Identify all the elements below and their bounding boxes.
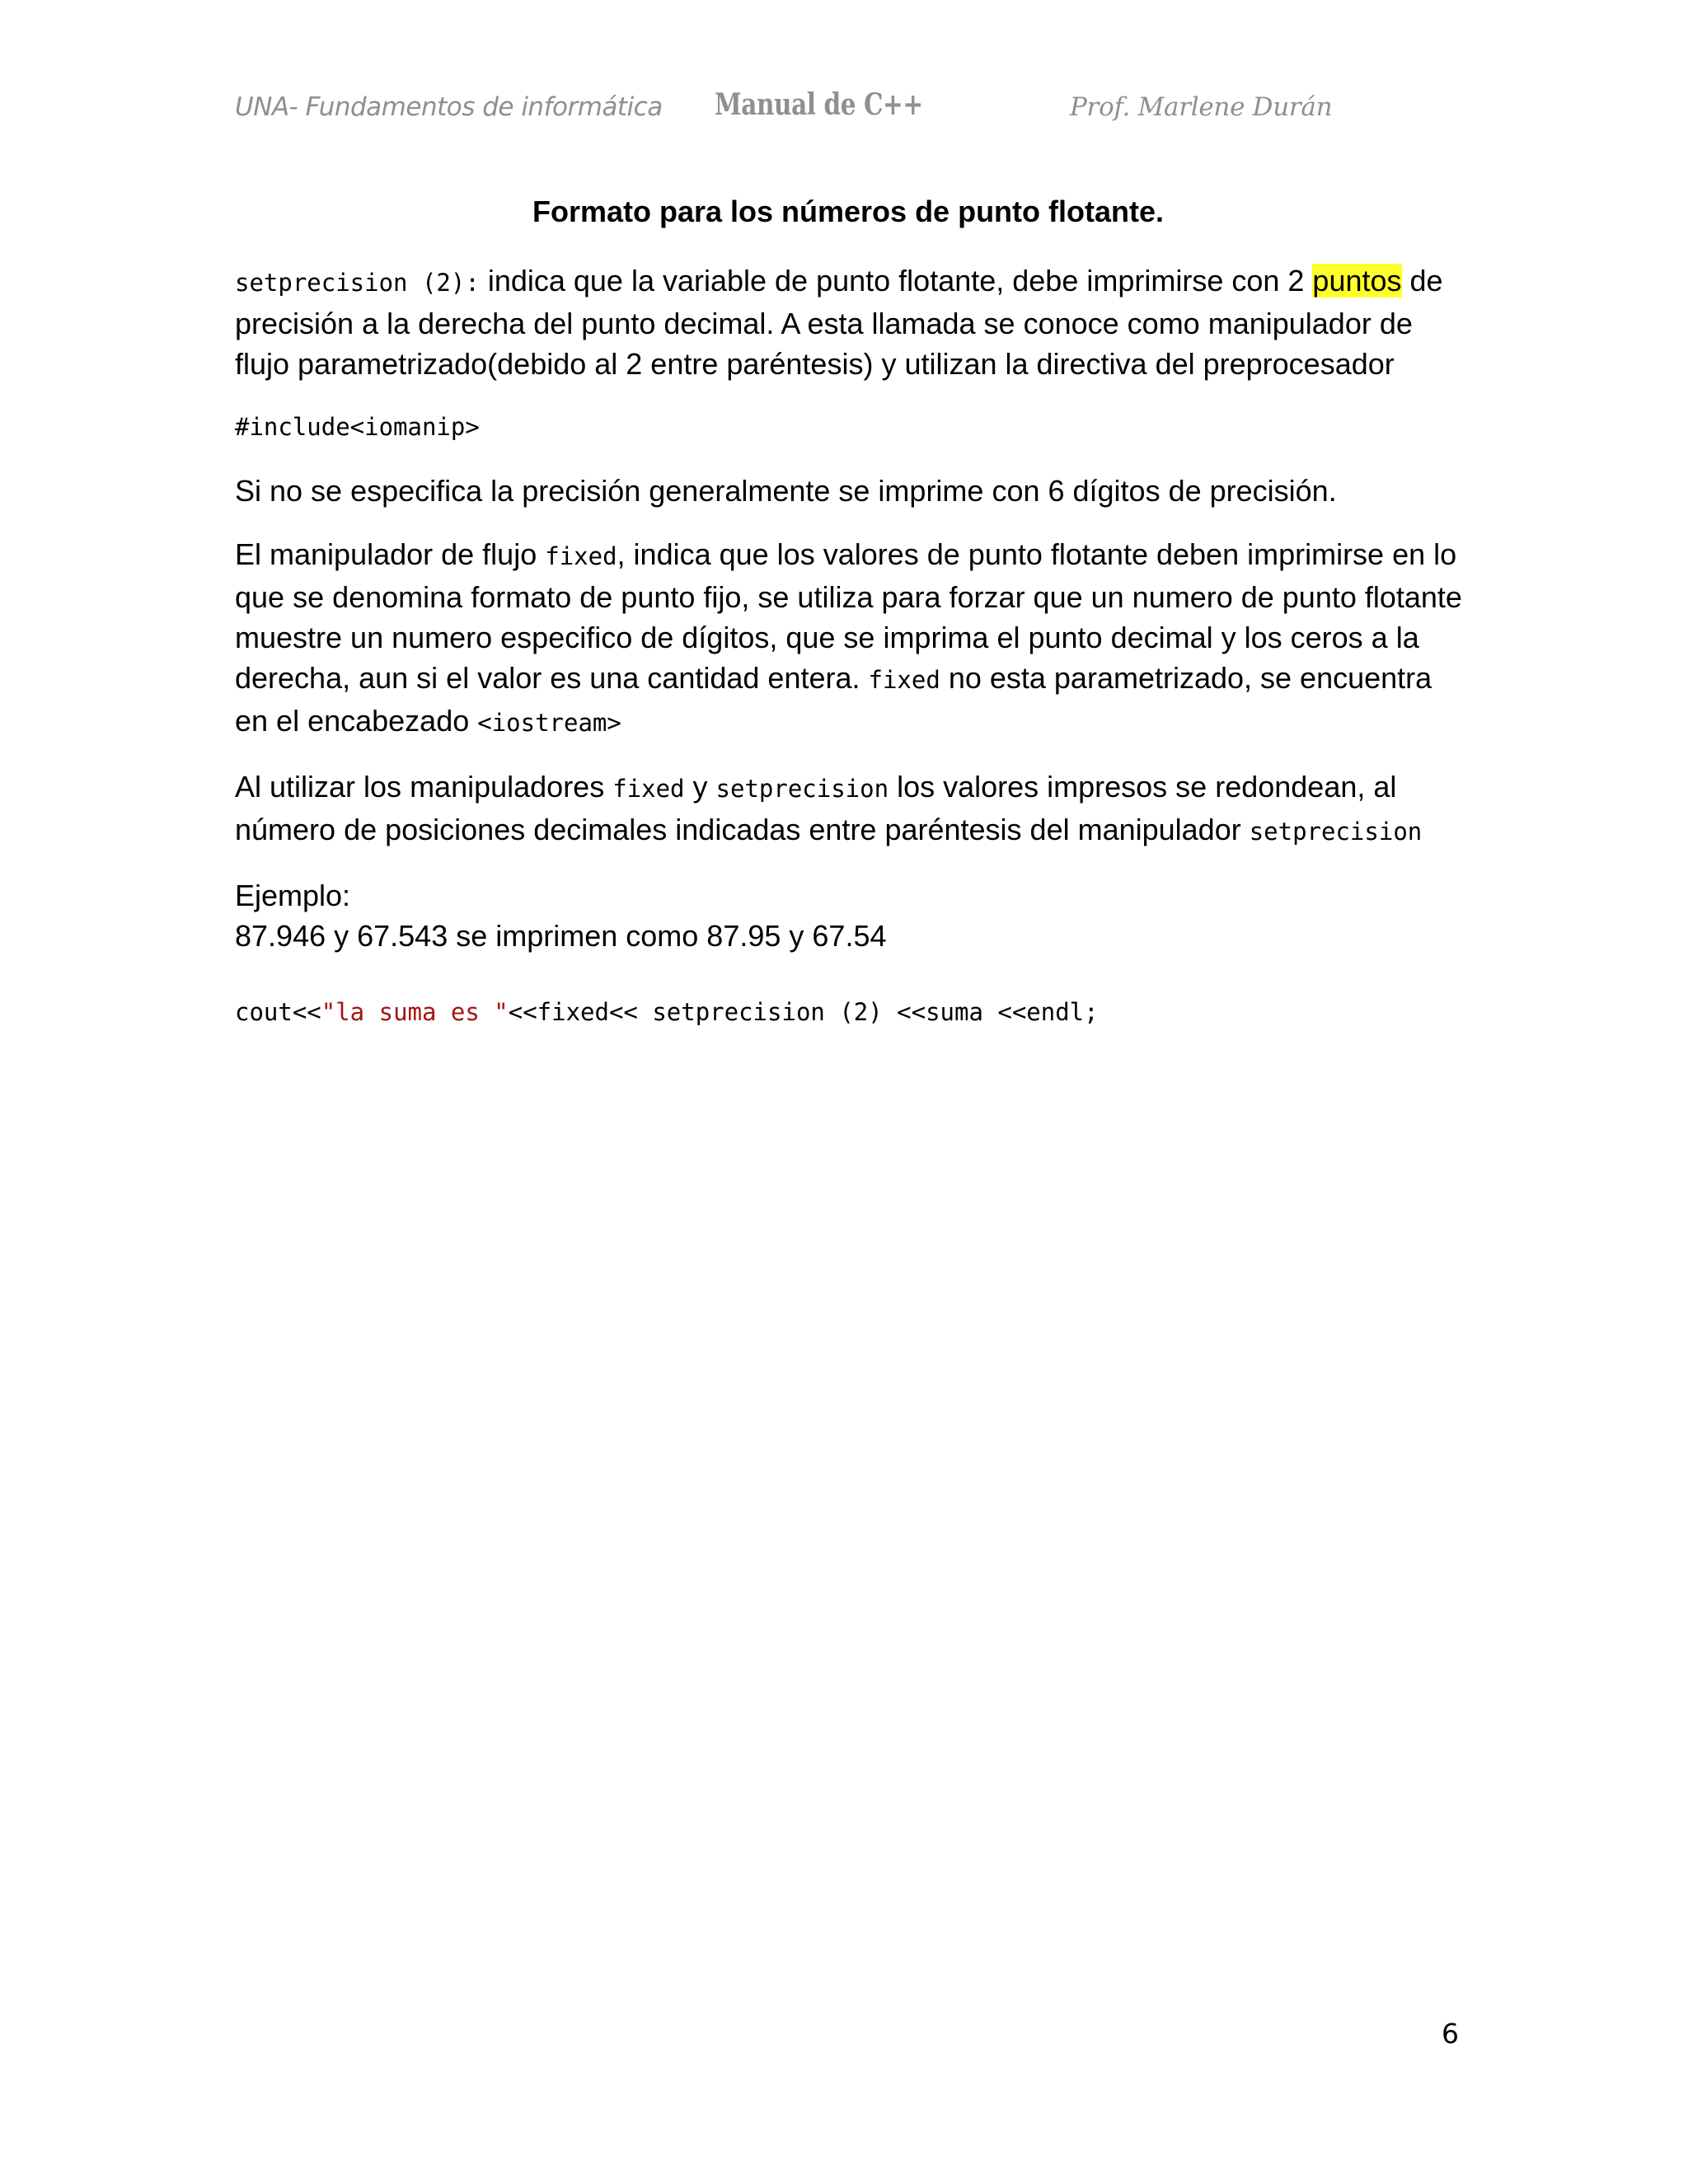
text: de precisión a la derecha del punto decimal. A esta llamada se conoce como manipulador de flujo parametrizado(debido al 2 entre paréntesis) y utilizan la directiva del preprocesador (235, 264, 1443, 381)
header-manual-title: Manual de C++ (715, 87, 923, 122)
section-title: Formato para los números de punto flotante. (532, 194, 1165, 228)
header-author: Prof. Marlene Durán (1070, 92, 1333, 122)
inline-code-fixed: fixed (612, 775, 685, 803)
text: no esta parametrizado, se encuentra en el encabezado (235, 661, 1432, 738)
page-number: 6 (1442, 2018, 1459, 2050)
paragraph-setprecision (235, 260, 1463, 384)
page-content (235, 260, 1463, 1033)
example-values: 87.946 y 67.543 se imprimen como 87.95 y 67.54 (235, 919, 887, 953)
example-block (235, 875, 1463, 956)
text: , indica que los valores de punto flotante deben imprimirse en lo que se denomina formato de punto fijo, se utiliza para forzar que un numero de punto flotante muestre un numero especifico de dígitos, que se imprima el punto decimal y los ceros a la derecha, aun si el valor es una cantidad entera. (235, 537, 1462, 695)
code-example-cout (235, 992, 1463, 1033)
inline-code-iostream: <iostream> (477, 709, 621, 737)
example-label: Ejemplo: (235, 879, 351, 912)
text: Al utilizar los manipuladores (235, 770, 613, 804)
inline-code-setprecision: setprecision (715, 775, 889, 803)
inline-code-fixed: fixed (545, 542, 617, 570)
paragraph-rounding (235, 766, 1463, 852)
inline-code-fixed: fixed (868, 666, 940, 694)
code-token: <<fixed<< setprecision (2) <<suma <<endl; (508, 998, 1099, 1026)
header-course: UNA- Fundamentos de informática (235, 92, 663, 122)
text: El manipulador de flujo (235, 537, 546, 571)
paragraph-default-precision: Si no se especifica la precisión generalmente se imprime con 6 dígitos de precisión. (235, 474, 1337, 508)
page-header (235, 87, 1455, 142)
paragraph-fixed (235, 534, 1463, 743)
code-string-literal: "la suma es " (321, 998, 509, 1026)
inline-code-setprecision: setprecision (1249, 818, 1423, 846)
include-directive: #include<iomanip> (235, 413, 480, 441)
text: los valores impresos se redondean, al número de posiciones decimales indicadas entre paréntesis del manipulador (235, 770, 1397, 846)
text: y (684, 770, 716, 804)
inline-code-setprecision: setprecision (2): (235, 269, 480, 297)
highlighted-text: puntos (1312, 264, 1402, 298)
code-token: cout<< (235, 998, 321, 1026)
text: indica que la variable de punto flotante, debe imprimirse con 2 (479, 264, 1313, 298)
